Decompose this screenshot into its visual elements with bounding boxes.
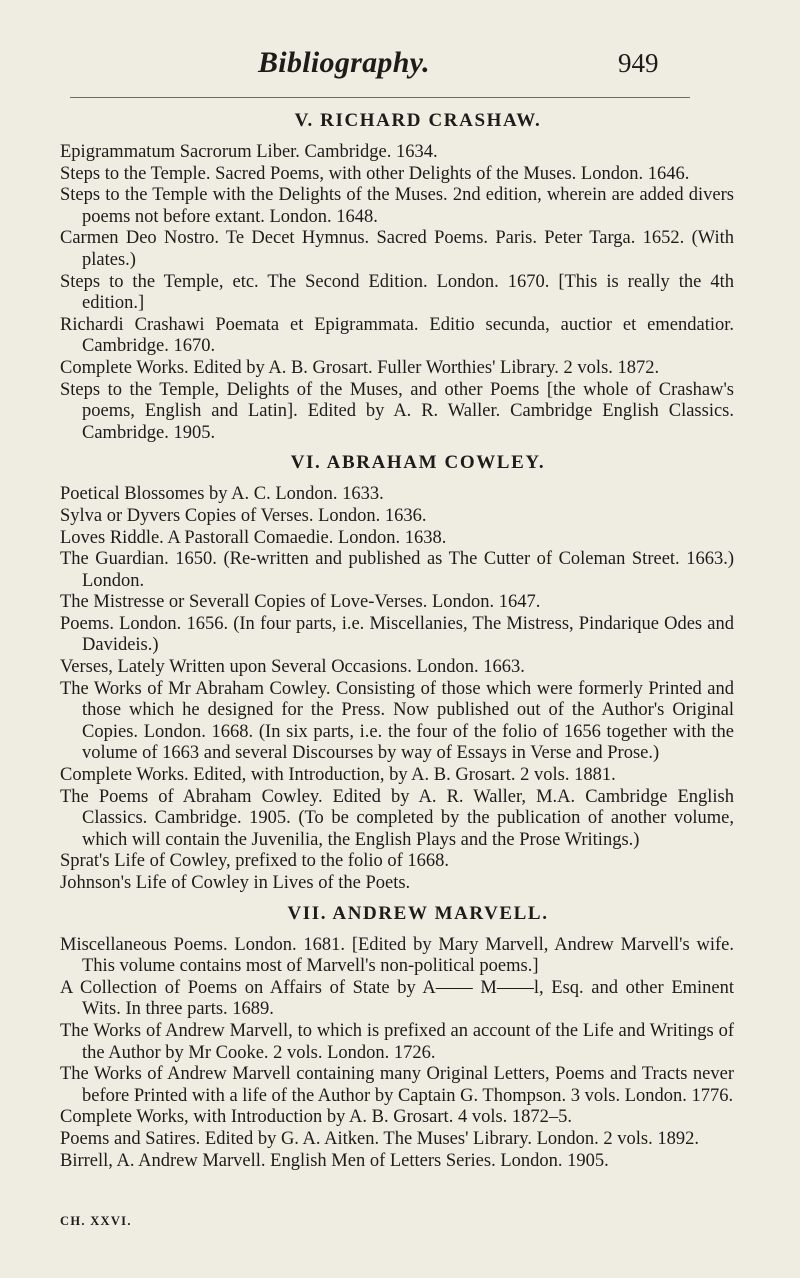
bibliography-entry: Complete Works. Edited, with Introduction, by A. B. Grosart. 2 vols. 1881. [60,765,616,786]
bibliography-entry: Epigrammatum Sacrorum Liber. Cambridge. 1634. [60,142,438,162]
bibliography-entry: Steps to the Temple with the Delights of the Muses. 2nd edition, wherein are added divers poems not before extant. London. 1648. [60,185,734,227]
bibliography-entry: Steps to the Temple, Delights of the Muses, and other Poems [the whole of Crashaw's poems, English and Latin]. Edited by A. R. Waller. Cambridge English Classics. Cambridge. 1905. [60,379,734,443]
bibliography-entry: The Works of Mr Abraham Cowley. Consisting of those which were formerly Printed and those which he designed for the Press. Now published out of the Author's Original Copies. London. 1668. (In six parts, i.e. the four of the folio of 1656 together with the volume of 1663 and several Discourses by way of Essays in Verse and Prose.) [60,678,734,764]
page-number: 949 [618,48,659,78]
bibliography-entry: Loves Riddle. A Pastorall Comaedie. London. 1638. [60,527,447,548]
bibliography-entry: Birrell, A. Andrew Marvell. English Men of Letters Series. London. 1905. [60,1150,609,1171]
chapter-signature: CH. XXVI. [60,1214,132,1228]
bibliography-entry: Johnson's Life of Cowley in Lives of the Poets. [60,873,411,893]
section-heading: VI. ABRAHAM COWLEY. [290,452,546,474]
bibliography-entry: Complete Works, with Introduction by A. B. Grosart. 4 vols. 1872–5. [60,1107,573,1128]
bibliography-entry: Steps to the Temple. Sacred Poems, with other Delights of the Muses. London. 1646. [60,163,690,184]
bibliography-entry: Verses, Lately Written upon Several Occasions. London. 1663. [60,657,525,678]
bibliography-content [0,110,800,1172]
bibliography-entry: Poems. London. 1656. (In four parts, i.e. Miscellanies, The Mistress, Pindarique Odes and Davideis.) [60,613,734,656]
bibliography-entry: The Works of Andrew Marvell, to which is prefixed an account of the Life and Writings of the Author by Mr Cooke. 2 vols. London. 1726. [60,1020,734,1063]
bibliography-entry: The Poems of Abraham Cowley. Edited by A. R. Waller, M.A. Cambridge English Classics. Cambridge. 1905. (To be completed by the publication of another volume, which will contain the Juvenilia, the English Plays and the Prose Writings.) [60,786,734,850]
section-heading: V. RICHARD CRASHAW. [294,110,542,131]
running-head [0,42,800,86]
bibliography-entry: Complete Works. Edited by A. B. Grosart. Fuller Worthies' Library. 2 vols. 1872. [60,357,660,378]
section-andrew-marvell [0,903,800,1173]
bibliography-entry: Sprat's Life of Cowley, prefixed to the folio of 1668. [60,851,450,872]
bibliography-entry: Miscellaneous Poems. London. 1681. [Edited by Mary Marvell, Andrew Marvell's wife. This volume contains most of Marvell's non-political poems.] [60,934,734,977]
section-abraham-cowley [0,452,800,894]
section-richard-crashaw [0,110,800,444]
running-title: Bibliography. [258,46,430,79]
bibliography-entry: Sylva or Dyvers Copies of Verses. London. 1636. [60,505,427,526]
section-heading: VII. ANDREW MARVELL. [287,902,549,924]
bibliography-entry: The Mistresse or Severall Copies of Love-Verses. London. 1647. [60,592,541,613]
bibliography-entry: The Guardian. 1650. (Re-written and published as The Cutter of Coleman Street. 1663.) London. [60,549,734,591]
bibliography-entry: Steps to the Temple, etc. The Second Edition. London. 1670. [This is really the 4th edition.] [60,271,734,314]
bibliography-entry: Richardi Crashawi Poemata et Epigrammata. Editio secunda, auctior et emendatior. Cambridge. 1670. [60,314,734,357]
bibliography-entry: Poetical Blossomes by A. C. London. 1633. [60,484,384,505]
header-rule [70,97,690,98]
bibliography-entry: Carmen Deo Nostro. Te Decet Hymnus. Sacred Poems. Paris. Peter Targa. 1652. (With plates.) [60,228,734,270]
bibliography-entry: A Collection of Poems on Affairs of State by A—— M——l, Esq. and other Eminent Wits. In three parts. 1689. [60,977,734,1020]
bibliography-entry: Poems and Satires. Edited by G. A. Aitken. The Muses' Library. London. 2 vols. 1892. [60,1128,699,1149]
bibliography-entry: The Works of Andrew Marvell containing many Original Letters, Poems and Tracts never before Printed with a life of the Author by Captain G. Thompson. 3 vols. London. 1776. [60,1064,734,1106]
